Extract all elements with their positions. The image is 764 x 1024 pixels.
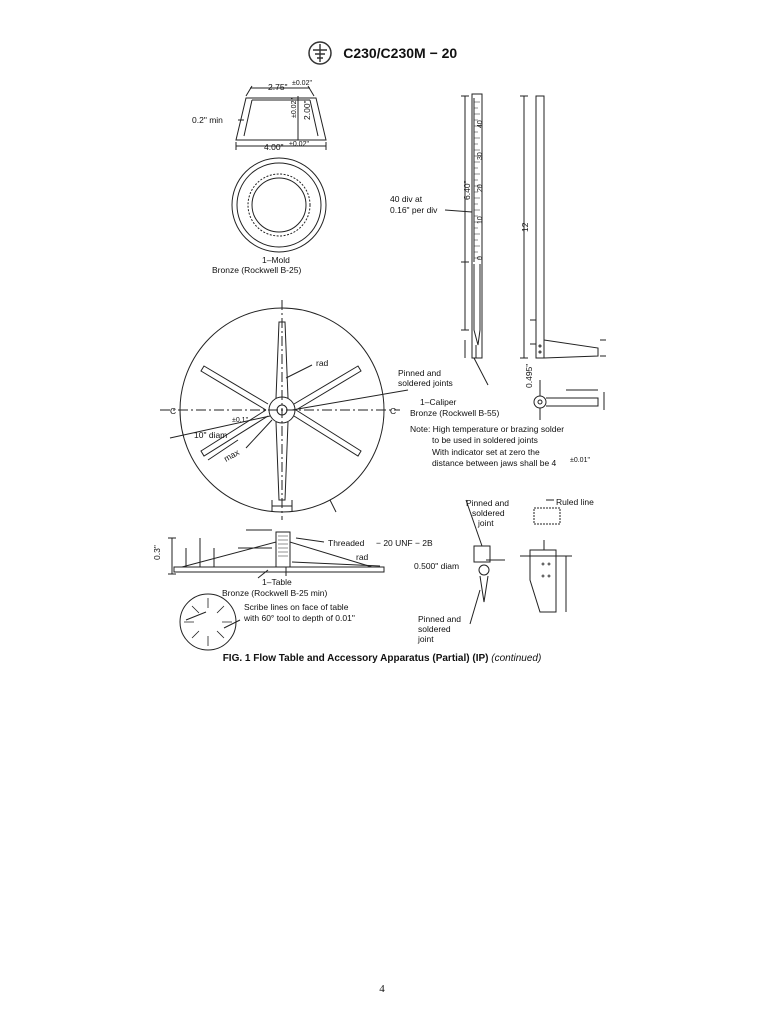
mold-wall-min: 0.2" min xyxy=(192,115,223,125)
table-thread-spec: − 20 UNF − 2B xyxy=(376,538,433,548)
caliper-material: Bronze (Rockwell B-55) xyxy=(410,408,500,418)
mold-material: Bronze (Rockwell B-25) xyxy=(212,265,302,275)
caliper-jaw-dim: 0.495" xyxy=(524,363,534,388)
caliper-name: 1–Caliper xyxy=(420,397,457,407)
mold-top-dim: 2.75" xyxy=(268,82,288,92)
caliper-note-2: to be used in soldered joints xyxy=(432,435,538,445)
figure-caption xyxy=(0,653,764,664)
table-center-right: C xyxy=(390,406,397,416)
mold-height-tol: ±0.02" xyxy=(291,98,298,118)
detail-pinned-3: joint xyxy=(478,518,494,528)
detail-pinned-b3: joint xyxy=(418,634,434,644)
detail-pinned-b2: soldered xyxy=(418,624,451,634)
caliper-tick-10: 10 xyxy=(477,216,484,224)
mold-top-tol: ±0.02" xyxy=(292,80,312,87)
table-center-left: C xyxy=(170,406,177,416)
table-max-label: max xyxy=(222,447,241,464)
table-threaded: Threaded xyxy=(328,538,365,548)
caliper-note-tol: ±0.01" xyxy=(570,457,590,464)
caliper-note-4: distance between jaws shall be 4 xyxy=(432,458,557,468)
caliper-note-1: Note: High temperature or brazing solder xyxy=(410,424,565,434)
mold-bottom-tol: ±0.02" xyxy=(289,141,309,148)
table-diam-tol: ±0.1" xyxy=(232,417,249,424)
page-number: 4 xyxy=(379,983,385,995)
caliper-tick-40: 40 xyxy=(477,120,484,128)
caliper-tick-30: 30 xyxy=(477,152,484,160)
table-side-rad: rad xyxy=(356,552,369,562)
table-top-view xyxy=(160,300,408,520)
mold-height-dim: 2.00" xyxy=(302,100,312,120)
caliper-joint-1: Pinned and xyxy=(398,368,442,378)
detail-pinned-1: Pinned and xyxy=(466,498,510,508)
table-scribe-2: with 60° tool to depth of 0.01" xyxy=(244,613,355,623)
designation-title: C230/C230M − 20 xyxy=(343,45,458,61)
mold-name: 1–Mold xyxy=(262,255,290,265)
table-dim-03: 0.3" xyxy=(152,545,162,560)
table-name: 1–Table xyxy=(262,577,292,587)
caliper-scale-len: 6.40" xyxy=(462,180,472,200)
figure-caption-suffix: (continued) xyxy=(491,653,542,664)
table-diam-label: 10" diam xyxy=(194,430,228,440)
caliper-total-len: 12 xyxy=(520,222,530,232)
caliper-div-label-2: 0.16" per div xyxy=(390,205,438,215)
caliper-note-3: With indicator set at zero the xyxy=(432,447,540,457)
table-scribe-1: Scribe lines on face of table xyxy=(244,602,349,612)
table-rad-label: rad xyxy=(316,358,329,368)
detail-pinned-2: soldered xyxy=(472,508,505,518)
table-diam-0500: 0.500" diam xyxy=(414,561,460,571)
table-material: Bronze (Rockwell B-25 min) xyxy=(222,588,328,598)
caliper-joint-2: soldered joints xyxy=(398,378,453,388)
detail-ruled-line: Ruled line xyxy=(556,497,594,507)
figure-caption-main: FIG. 1 Flow Table and Accessory Apparatus (Partial) (IP) xyxy=(222,653,489,664)
caliper-div-label-1: 40 div at xyxy=(390,194,423,204)
detail-pinned-b1: Pinned and xyxy=(418,614,462,624)
caliper-tick-0: 0 xyxy=(477,256,484,260)
mold-bottom-dim: 4.00" xyxy=(264,142,284,152)
caliper-tick-20: 20 xyxy=(477,184,484,192)
